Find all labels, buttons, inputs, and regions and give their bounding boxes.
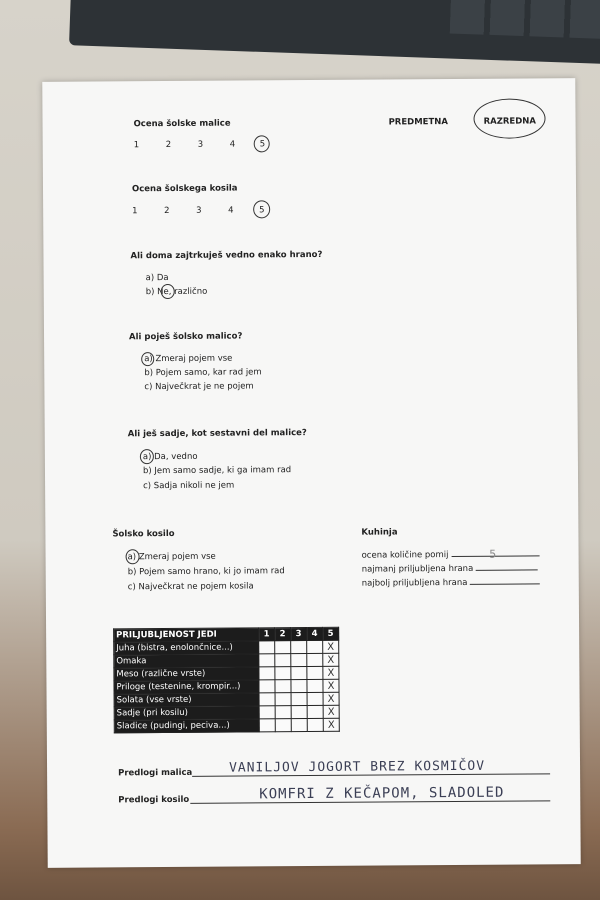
rating-3: 3 [196, 205, 202, 216]
q1-option-a: a) Da [145, 272, 169, 284]
cell [307, 666, 323, 679]
cell [291, 693, 307, 706]
q3-question: Ali ješ sadje, kot sestavni del malice? [127, 428, 307, 440]
cell [291, 667, 307, 680]
q3-answer-circle [140, 449, 154, 464]
cell [275, 706, 291, 719]
cell [259, 667, 275, 680]
cell [259, 654, 275, 667]
malica-rating-title: Ocena šolske malice [133, 118, 231, 130]
predlogi-malica-handwriting: VANILJOV JOGORT BREZ KOSMIČOV [229, 758, 486, 776]
cell-mark: X [323, 640, 339, 653]
rating-2: 2 [164, 205, 170, 217]
cell [259, 693, 275, 706]
rating-5: 5 [259, 139, 266, 150]
kuhinja-title: Kuhinja [361, 527, 398, 538]
cell [275, 719, 291, 732]
food-popularity-table [113, 627, 340, 734]
cell [307, 705, 323, 718]
col-4: 4 [307, 627, 323, 640]
cell-mark: X [323, 692, 339, 705]
row-label: Solata (vse vrste) [114, 693, 259, 707]
cell [259, 706, 275, 719]
table-header: PRILJUBLJENOST JEDI [114, 628, 259, 642]
predlogi-kosilo-handwriting: KOMFRI Z KEČAPOM, SLADOLED [259, 784, 505, 803]
cell [259, 719, 275, 732]
rating-4: 4 [228, 205, 234, 216]
cell [291, 719, 307, 732]
q1-option-b: b) Ne, različno [145, 286, 208, 298]
cell [307, 718, 323, 731]
row-label: Sadje (pri kosilu) [114, 706, 259, 720]
rating-1: 1 [133, 140, 140, 151]
kosilo-option-c: c) Največkrat ne pojem kosila [127, 581, 254, 593]
kuhinja-row-pomije [362, 549, 540, 560]
cell [291, 641, 307, 654]
cell [259, 641, 275, 654]
q2-option-c: c) Največkrat je ne pojem [144, 381, 254, 393]
cell [275, 654, 291, 667]
cell [307, 640, 323, 653]
row-label: Sladice (pudingi, peciva...) [114, 719, 259, 733]
q3-option-c: c) Sadja nikoli ne jem [143, 480, 235, 492]
q1-answer-circle [161, 284, 175, 299]
predlogi-malica-label: Predlogi malica [118, 767, 193, 779]
tag-razredna: RAZREDNA [483, 116, 536, 127]
q2-answer-circle [141, 352, 154, 366]
q3-option-b: b) Jem samo sadje, ki ga imam rad [142, 465, 292, 477]
cell-mark: X [323, 666, 339, 679]
kuhinja-label: ocena količine pomij [361, 550, 449, 561]
q2-option-b: b) Pojem samo, kar rad jem [144, 367, 262, 379]
cell [291, 706, 307, 719]
col-2: 2 [275, 628, 291, 641]
predlogi-kosilo-label: Predlogi kosilo [118, 794, 190, 806]
q3-option-a: a) Da, vedno [142, 451, 198, 463]
kosilo-title: Šolsko kosilo [112, 528, 175, 540]
rating-5-circle [253, 200, 270, 218]
cell [291, 654, 307, 667]
cell [307, 692, 323, 705]
cell-mark: X [323, 679, 339, 692]
rating-1: 1 [132, 206, 138, 217]
rating-5-circle [254, 135, 270, 152]
pomije-line [451, 547, 539, 561]
kosilo-answer-circle [126, 549, 140, 564]
razredna-circle [473, 98, 545, 139]
cell-mark: X [323, 705, 339, 718]
rating-3: 3 [197, 139, 204, 150]
rating-4: 4 [229, 139, 236, 150]
kuhinja-label: najmanj priljubljena hrana [361, 563, 474, 575]
cell [275, 680, 291, 693]
cell [259, 680, 275, 693]
rating-5: 5 [259, 205, 265, 216]
najmanj-line [476, 569, 538, 570]
row-label: Priloge (testenine, krompir...) [114, 680, 259, 694]
kosilo-option-b: b) Pojem samo hrano, ki jo imam rad [127, 566, 285, 578]
tag-predmetna: PREDMETNA [388, 117, 448, 128]
kosilo-option-a: a) Zmeraj pojem vse [127, 551, 216, 563]
table-row [114, 718, 339, 733]
col-5: 5 [323, 627, 339, 640]
kosilo-rating-title: Ocena šolskega kosila [131, 183, 238, 195]
row-label: Meso (različne vrste) [114, 667, 259, 681]
cell [307, 653, 323, 666]
col-3: 3 [291, 628, 307, 641]
rating-2: 2 [165, 139, 172, 151]
survey-paper [42, 78, 580, 868]
kuhinja-row-najmanj [362, 563, 538, 574]
najbolj-line [470, 583, 540, 584]
cell [275, 641, 291, 654]
kuhinja-label: najbolj priljubljena hrana [361, 577, 468, 589]
q2-option-a: a) Zmeraj pojem vse [144, 353, 233, 365]
row-label: Omaka [114, 654, 259, 668]
q1-question: Ali doma zajtrkuješ vedno enako hrano? [130, 249, 323, 262]
q2-question: Ali poješ šolsko malico? [129, 331, 243, 343]
cell [291, 680, 307, 693]
cell [275, 693, 291, 706]
col-1: 1 [259, 628, 275, 641]
cell [307, 679, 323, 692]
cell-mark: X [323, 653, 339, 666]
pomije-handwritten: 5 [489, 547, 497, 561]
row-label: Juha (bistra, enolončnice...) [114, 641, 259, 655]
kuhinja-row-najbolj [362, 577, 540, 588]
cell-mark: X [323, 718, 339, 731]
cell [275, 667, 291, 680]
